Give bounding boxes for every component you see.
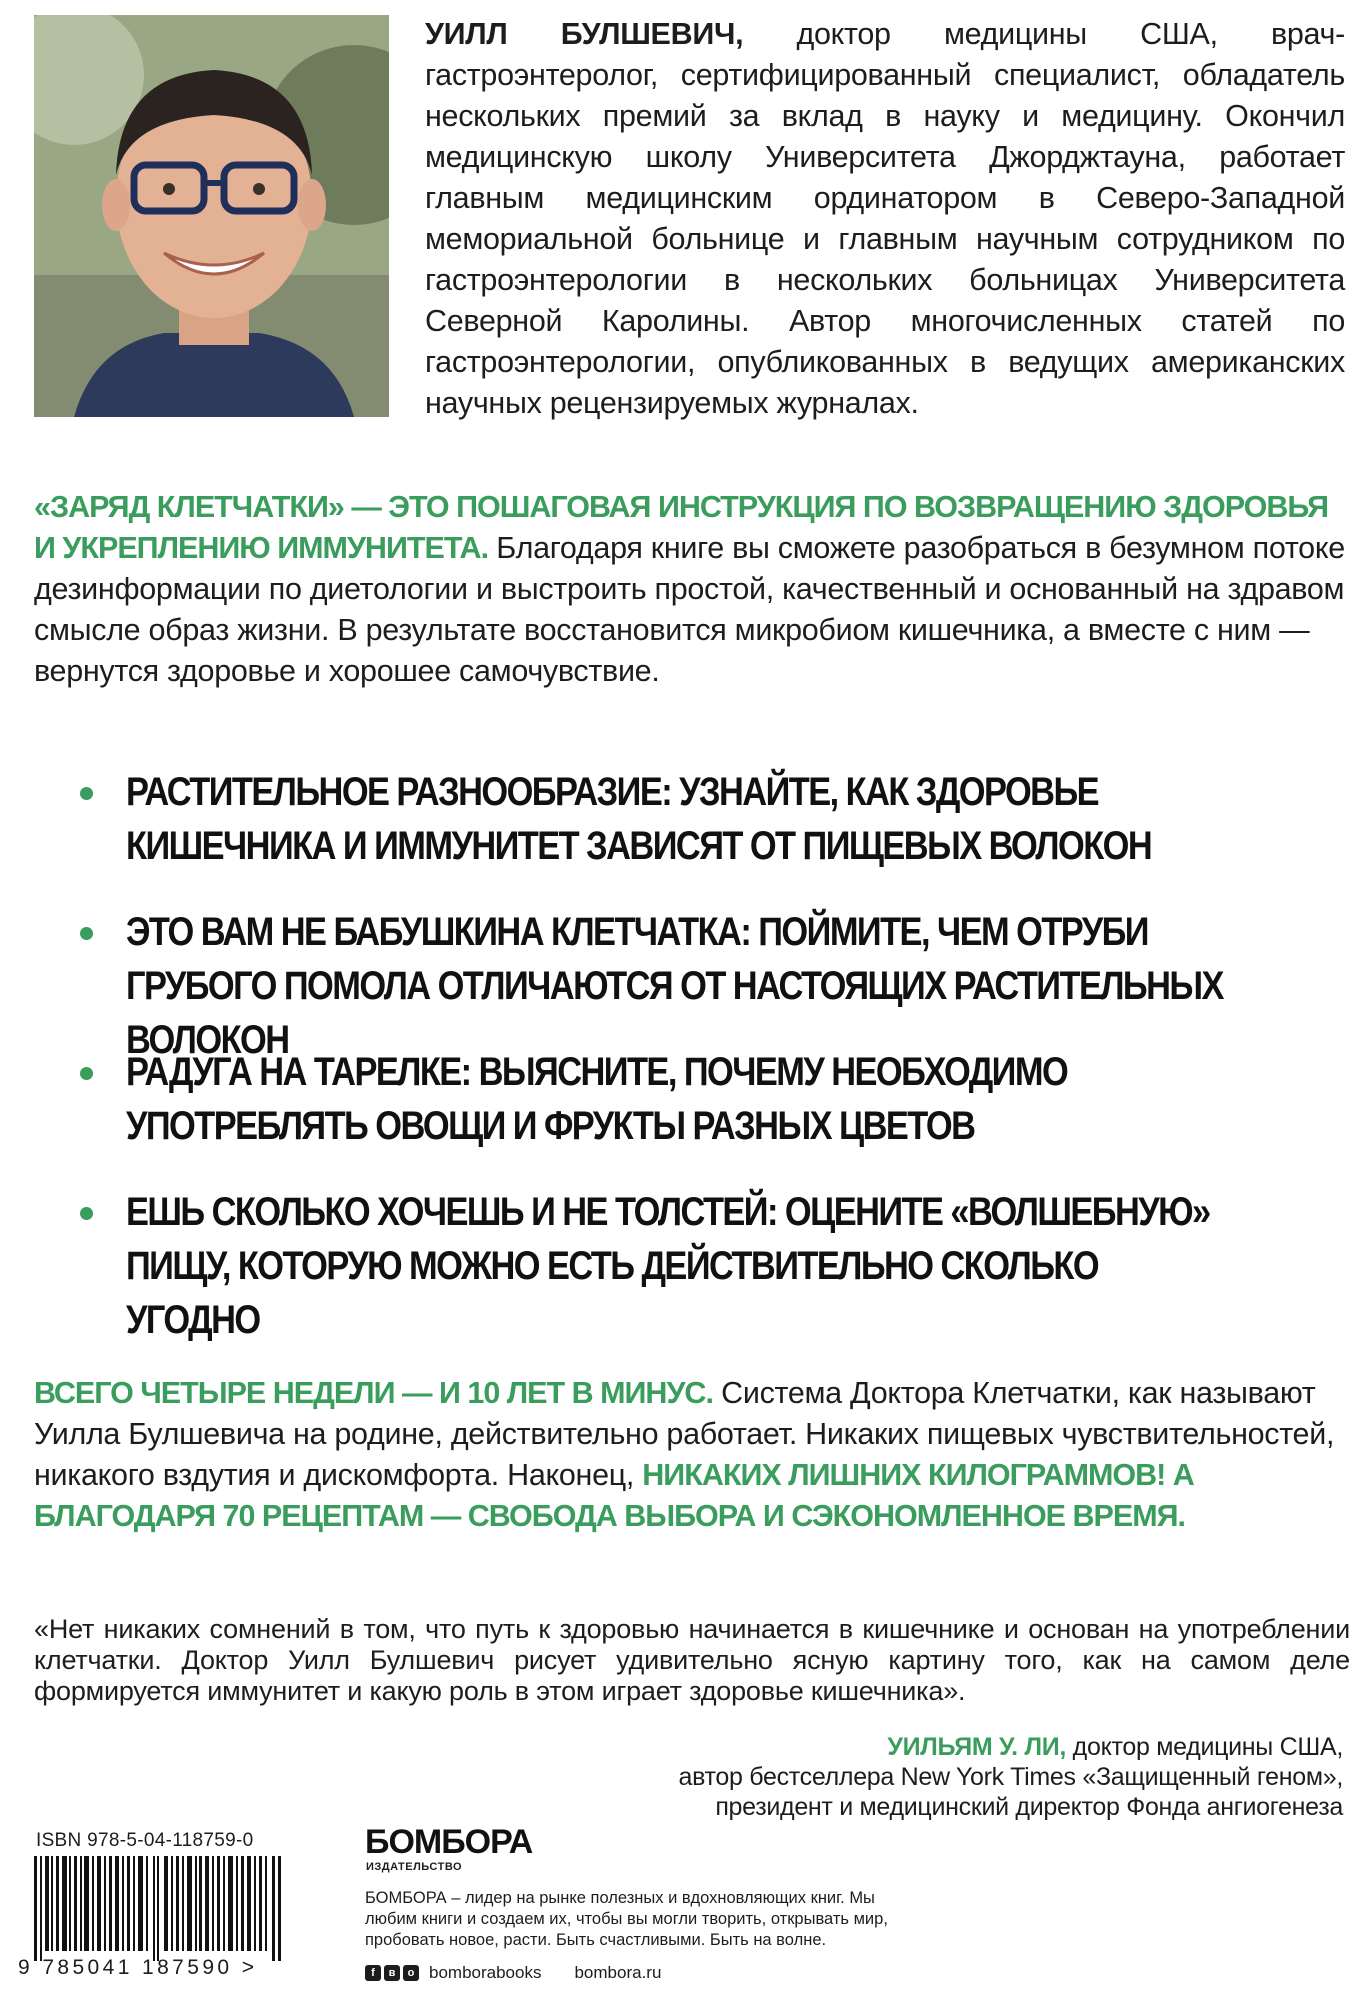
bullet-dot-icon (80, 927, 93, 940)
results-paragraph (34, 1373, 1350, 1537)
list-item (94, 1185, 1344, 1342)
list-item (94, 765, 1344, 905)
endorser-line-2: автор бестселлера New York Times «Защищенный геном», (678, 1763, 1343, 1791)
list-item (94, 1045, 1344, 1185)
benefit-text: ЭТО ВАМ НЕ БАБУШКИНА КЛЕТЧАТКА: ПОЙМИТЕ, ЧЕМ ОТРУБИ ГРУБОГО ПОМОЛА ОТЛИЧАЮТСЯ ОТ НАСТОЯЩИХ РАСТИТЕЛЬНЫХ ВОЛОКОН (126, 910, 1223, 1062)
publisher-social (365, 1963, 661, 1983)
barcode-icon (34, 1856, 282, 1961)
list-item (94, 905, 1344, 1062)
intro-paragraph (34, 487, 1350, 692)
endorser-name: УИЛЬЯМ У. ЛИ, (887, 1733, 1067, 1761)
facebook-icon[interactable]: f (365, 1965, 381, 1981)
author-bio (425, 14, 1345, 424)
endorsement-attribution (443, 1732, 1343, 1822)
benefits-list (94, 765, 1344, 1342)
author-photo (34, 15, 389, 417)
bullet-dot-icon (80, 1067, 93, 1080)
isbn-label: ISBN 978-5-04-118759-0 (36, 1830, 254, 1851)
publisher-logo: БОМБОРА (365, 1823, 533, 1861)
odnoklassniki-icon[interactable]: о (403, 1965, 419, 1981)
benefit-text: РАСТИТЕЛЬНОЕ РАЗНООБРАЗИЕ: УЗНАЙТЕ, КАК ЗДОРОВЬЕ КИШЕЧНИКА И ИММУНИТЕТ ЗАВИСЯТ ОТ ПИЩЕВЫХ ВОЛОКОН (126, 770, 1152, 868)
website-link[interactable]: bombora.ru (574, 1963, 662, 1982)
intro-text: Благодаря книге вы сможете разобраться в безумном потоке дезинформации по диетологии и выстроить простой, качественный и основанный на здравом смысле образ жизни. В результате восстановится микробиом кишечника, а вместе с ним — вернутся здоровье и хорошее самочувствие. (34, 531, 1345, 688)
intro-highlight: «ЗАРЯД КЛЕТЧАТКИ» — ЭТО ПОШАГОВАЯ ИНСТРУКЦИЯ ПО ВОЗВРАЩЕНИЮ ЗДОРОВЬЯ И УКРЕПЛЕНИЮ ИММУНИТЕТА. (34, 490, 1329, 565)
barcode-digits: 9 785041 187590 > (18, 1956, 258, 1979)
author-bio-text: доктор медицины США, врач-гастроэнтеролог, сертифицированный специалист, обладатель нескольких премий за вклад в науку и медицину. Окончил медицинскую школу Университета Джорджтауна, работает главным медицинским ординатором в Северо-Западной мемориальной больнице и главным научным сотрудником по гастроэнтерологии в нескольких больницах Университета Северной Каролины. Автор многочисленных статей по гастроэнтерологии, опубликованных в ведущих американских научных рецензируемых журналах. (425, 17, 1345, 420)
results-text: Система Доктора Клетчатки, как называют Уилла Булшевича на родине, действительно работает. Никаких пищевых чувствительностей, никакого вздутия и дискомфорта. Наконец, (34, 1376, 1335, 1492)
bullet-dot-icon (80, 1207, 93, 1220)
endorser-line-1: доктор медицины США, (1066, 1733, 1343, 1761)
endorser-line-3: президент и медицинский директор Фонда ангиогенеза (715, 1793, 1343, 1821)
publisher-logo-subtitle: ИЗДАТЕЛЬСТВО (366, 1861, 463, 1873)
bullet-dot-icon (80, 787, 93, 800)
publisher-description: БОМБОРА – лидер на рынке полезных и вдохновляющих книг. Мы любим книги и создаем их, чтобы вы могли творить, открывать мир, пробовать новое, расти. Быть счастливыми. Быть на волне. (365, 1889, 888, 1949)
results-highlight-1: ВСЕГО ЧЕТЫРЕ НЕДЕЛИ — И 10 ЛЕТ В МИНУС. (34, 1376, 713, 1410)
results-highlight-2: НИКАКИХ ЛИШНИХ КИЛОГРАММОВ! А БЛАГОДАРЯ 70 РЕЦЕПТАМ — СВОБОДА ВЫБОРА И СЭКОНОМЛЕННОЕ ВРЕМЯ. (34, 1458, 1194, 1533)
benefit-text: РАДУГА НА ТАРЕЛКЕ: ВЫЯСНИТЕ, ПОЧЕМУ НЕОБХОДИМО УПОТРЕБЛЯТЬ ОВОЩИ И ФРУКТЫ РАЗНЫХ ЦВЕТОВ (126, 1050, 1068, 1148)
social-handle-link[interactable]: bomborabooks (429, 1963, 542, 1982)
benefit-text: ЕШЬ СКОЛЬКО ХОЧЕШЬ И НЕ ТОЛСТЕЙ: ОЦЕНИТЕ «ВОЛШЕБНУЮ» ПИЩУ, КОТОРУЮ МОЖНО ЕСТЬ ДЕЙСТВИТЕЛЬНО СКОЛЬКО УГОДНО (126, 1190, 1210, 1342)
vk-icon[interactable]: в (384, 1965, 400, 1981)
author-name: УИЛЛ БУЛШЕВИЧ, (425, 17, 744, 51)
endorsement-quote: «Нет никаких сомнений в том, что путь к здоровью начинается в кишечнике и основан на употреблении клетчатки. Доктор Уилл Булшевич рисует удивительно ясную картину того, как на самом деле формируется иммунитет и какую роль в этом играет здоровье кишечника». (34, 1614, 1350, 1706)
